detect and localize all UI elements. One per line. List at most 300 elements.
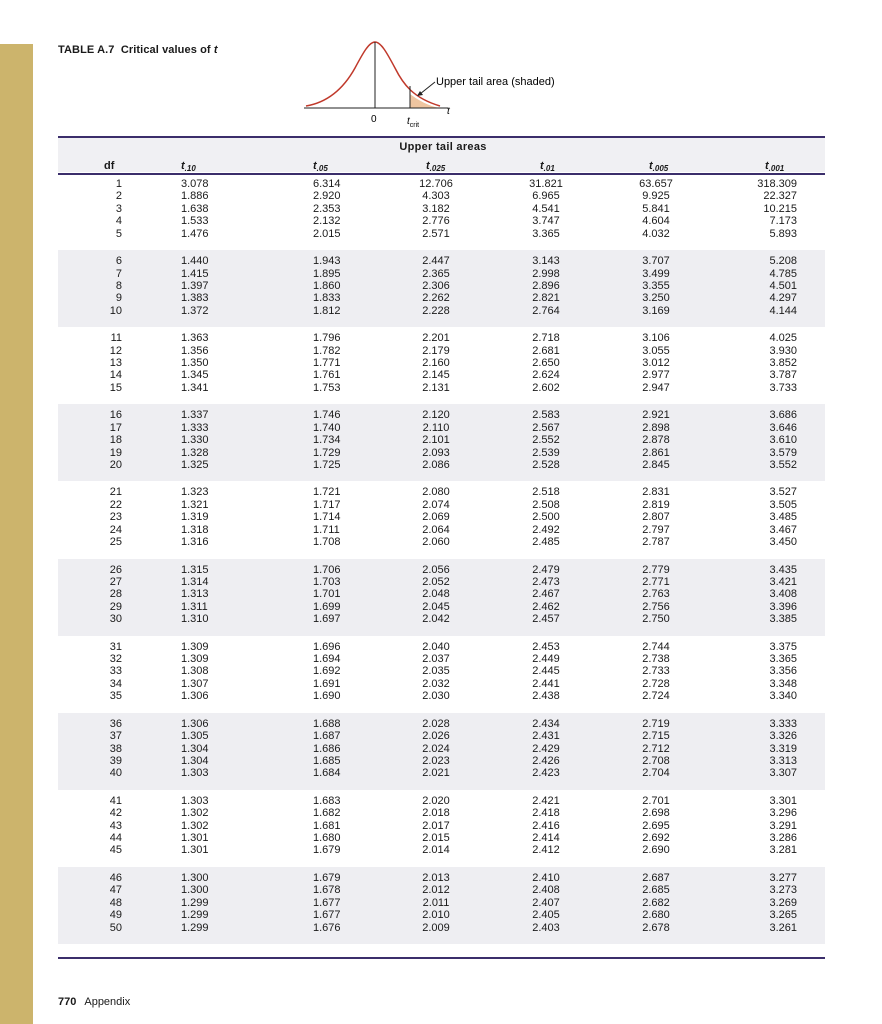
value-cell: 2.704 [642,767,670,780]
value-cell: 1.318 [181,523,209,536]
df-cell: 5 [115,227,122,240]
df-cell: 4 [115,215,122,228]
value-cell: 1.307 [181,677,209,690]
value-cell: 2.421 [532,794,560,807]
value-cell: 2.718 [532,332,560,345]
column-header-t01: $t_{.01}$ [540,160,555,173]
value-cell: 2.416 [532,819,560,832]
value-cell: 3.281 [769,844,797,857]
value-cell: 2.485 [532,536,560,548]
value-cell: 2.921 [642,409,670,422]
value-cell: 2.014 [422,844,450,857]
df-cell: 6 [115,255,122,268]
value-cell: 1.337 [181,409,209,422]
value-cell: 2.020 [422,794,450,807]
value-cell: 318.309 [757,178,797,190]
df-cell: 22 [109,498,122,511]
value-cell: 4.144 [769,304,797,317]
value-cell: 3.355 [642,279,670,292]
value-cell: 1.703 [313,575,341,588]
df-cell: 11 [110,332,122,345]
table-row [58,345,825,357]
value-cell: 2.306 [422,279,450,292]
value-cell: 2.508 [532,498,560,511]
df-cell: 20 [109,458,122,471]
table-row [58,203,825,215]
value-cell: 5.893 [769,227,797,240]
value-cell: 2.685 [642,884,670,897]
df-cell: 8 [115,279,122,292]
df-cell: 14 [109,369,122,382]
value-cell: 3.646 [769,421,797,434]
value-cell: 2.797 [642,523,670,536]
table-row [58,665,825,677]
table-row [58,499,825,511]
table-row [58,678,825,690]
table-row [58,922,825,934]
value-cell: 2.080 [422,486,450,499]
value-cell: 1.688 [313,717,341,730]
value-cell: 2.110 [422,421,450,434]
value-cell: 2.021 [422,767,450,780]
table-row [58,820,825,832]
table-row [58,332,825,344]
value-cell: 2.687 [642,871,670,884]
value-cell: 2.179 [422,344,450,357]
table-row [58,613,825,625]
value-cell: 2.701 [642,794,670,807]
value-cell: 1.306 [181,717,209,730]
value-cell: 2.692 [642,832,670,844]
value-cell: 4.541 [532,202,560,215]
df-cell: 3 [115,202,122,215]
value-cell: 1.638 [181,202,209,215]
value-cell: 2.733 [642,665,670,678]
value-cell: 1.676 [313,921,341,934]
df-cell: 2 [115,190,122,203]
value-cell: 2.032 [422,677,450,690]
value-cell: 2.028 [422,717,450,730]
value-cell: 1.895 [313,267,341,280]
value-cell: 2.414 [532,832,560,844]
value-cell: 1.679 [313,871,341,884]
value-cell: 1.372 [181,304,209,317]
value-cell: 2.473 [532,575,560,588]
value-cell: 1.729 [313,446,341,459]
value-cell: 1.740 [313,421,341,434]
table-row [58,447,825,459]
table-row [58,434,825,446]
value-cell: 4.025 [769,332,797,345]
df-cell: 29 [109,600,122,613]
value-cell: 2.583 [532,409,560,422]
value-cell: 2.438 [532,690,560,703]
value-cell: 3.348 [769,677,797,690]
tcrit-label: $t_{crit}$ [407,116,420,129]
value-cell: 2.048 [422,588,450,601]
value-cell: 1.341 [181,381,209,394]
df-cell: 34 [109,677,122,690]
table-row [58,601,825,613]
value-cell: 1.684 [313,767,341,780]
value-cell: 10.215 [763,202,797,215]
value-cell: 1.796 [313,332,341,345]
df-cell: 31 [109,640,122,653]
value-cell: 2.024 [422,742,450,755]
table-row [58,382,825,394]
table-row [58,690,825,702]
value-cell: 5.208 [769,255,797,268]
value-cell: 3.078 [181,178,209,190]
value-cell: 1.305 [181,730,209,743]
value-cell: 2.698 [642,807,670,820]
column-header-t025: $t_{.025}$ [426,160,446,173]
value-cell: 2.719 [642,717,670,730]
df-cell: 49 [109,909,122,922]
value-cell: 1.782 [313,344,341,357]
value-cell: 3.333 [769,717,797,730]
table-row [58,718,825,730]
df-cell: 42 [109,807,122,820]
value-cell: 2.898 [642,421,670,434]
value-cell: 2.690 [642,844,670,857]
value-cell: 1.314 [181,575,209,588]
value-cell: 3.296 [769,807,797,820]
df-cell: 1 [115,178,122,190]
table-row [58,178,825,190]
value-cell: 2.030 [422,690,450,703]
value-cell: 1.304 [181,742,209,755]
value-cell: 2.552 [532,434,560,447]
value-cell: 2.132 [313,215,341,228]
table-row [58,641,825,653]
value-cell: 7.173 [769,215,797,228]
value-cell: 6.965 [532,190,560,203]
value-cell: 3.286 [769,832,797,844]
value-cell: 1.943 [313,255,341,268]
value-cell: 2.060 [422,536,450,548]
value-cell: 3.552 [769,458,797,471]
table-row [58,884,825,896]
value-cell: 2.500 [532,511,560,524]
annotation-label: Upper tail area (shaded) [436,76,555,88]
df-cell: 41 [109,794,122,807]
df-cell: 7 [115,267,122,280]
value-cell: 3.707 [642,255,670,268]
value-cell: 2.010 [422,909,450,922]
value-cell: 2.896 [532,279,560,292]
table-row [58,409,825,421]
value-cell: 22.327 [763,190,797,203]
value-cell: 3.319 [769,742,797,755]
df-cell: 44 [109,832,122,844]
value-cell: 2.695 [642,819,670,832]
value-cell: 63.657 [639,178,673,190]
section-name: Appendix [84,996,131,1008]
df-cell: 33 [109,665,122,678]
table-row [58,524,825,536]
value-cell: 3.787 [769,369,797,382]
value-cell: 2.407 [532,896,560,909]
value-cell: 2.023 [422,754,450,767]
value-cell: 2.120 [422,409,450,422]
value-cell: 3.106 [642,332,670,345]
df-cell: 23 [109,511,122,524]
value-cell: 1.476 [181,227,209,240]
value-cell: 2.069 [422,511,450,524]
page-number: 770 [58,996,77,1008]
value-cell: 2.819 [642,498,670,511]
value-cell: 1.706 [313,563,341,576]
df-cell: 12 [109,344,122,357]
table-row [58,486,825,498]
value-cell: 2.015 [422,832,450,844]
value-cell: 2.262 [422,292,450,305]
df-cell: 27 [109,575,122,588]
value-cell: 1.680 [313,832,341,844]
value-cell: 2.831 [642,486,670,499]
df-cell: 13 [109,357,122,369]
value-cell: 1.691 [313,677,341,690]
value-cell: 3.747 [532,215,560,228]
column-header-t05: $t_{.05}$ [313,160,328,173]
value-cell: 2.998 [532,267,560,280]
value-cell: 2.738 [642,653,670,665]
value-cell: 2.744 [642,640,670,653]
value-cell: 3.307 [769,767,797,780]
value-cell: 3.143 [532,255,560,268]
annotation-arrow [420,82,435,94]
table-row [58,767,825,779]
value-cell: 1.321 [181,498,209,511]
table-row [58,268,825,280]
value-cell: 2.571 [422,227,450,240]
value-cell: 1.325 [181,458,209,471]
value-cell: 3.182 [422,202,450,215]
value-cell: 2.479 [532,563,560,576]
value-cell: 2.447 [422,255,450,268]
value-cell: 1.350 [181,357,209,369]
value-cell: 3.450 [769,536,797,548]
df-cell: 9 [115,292,122,305]
value-cell: 1.677 [313,909,341,922]
value-cell: 3.055 [642,344,670,357]
table-row [58,564,825,576]
value-cell: 2.678 [642,921,670,934]
table-row [58,422,825,434]
value-cell: 1.711 [313,523,340,536]
value-cell: 2.750 [642,613,670,626]
value-cell: 2.947 [642,381,670,394]
value-cell: 2.682 [642,896,670,909]
value-cell: 3.610 [769,434,797,447]
df-cell: 17 [109,421,122,434]
table-row [58,280,825,292]
df-cell: 15 [109,381,122,394]
table-row [58,190,825,202]
df-cell: 48 [109,896,122,909]
df-cell: 28 [109,588,122,601]
table-row [58,228,825,240]
value-cell: 1.734 [313,434,341,447]
value-cell: 3.356 [769,665,797,678]
value-cell: 2.035 [422,665,450,678]
value-cell: 1.686 [313,742,341,755]
df-column-header: df [104,160,115,172]
df-cell: 10 [109,304,122,317]
table-row [58,909,825,921]
table-row [58,844,825,856]
value-cell: 1.708 [313,536,341,548]
value-cell: 3.852 [769,357,797,369]
df-cell: 16 [109,409,122,422]
value-cell: 2.017 [422,819,450,832]
value-cell: 1.303 [181,767,209,780]
value-cell: 1.306 [181,690,209,703]
value-cell: 2.408 [532,884,560,897]
value-cell: 1.308 [181,665,209,678]
value-cell: 2.431 [532,730,560,743]
df-cell: 47 [109,884,122,897]
value-cell: 1.299 [181,921,209,934]
value-cell: 2.412 [532,844,560,857]
value-cell: 3.365 [532,227,560,240]
value-cell: 3.408 [769,588,797,601]
value-cell: 2.405 [532,909,560,922]
value-cell: 1.717 [313,498,341,511]
value-cell: 2.728 [642,677,670,690]
value-cell: 1.356 [181,344,209,357]
value-cell: 9.925 [642,190,670,203]
value-cell: 2.602 [532,381,560,394]
df-cell: 39 [109,754,122,767]
df-cell: 50 [109,921,122,934]
value-cell: 1.383 [181,292,209,305]
value-cell: 2.449 [532,653,560,665]
value-cell: 1.677 [313,896,341,909]
value-cell: 3.385 [769,613,797,626]
df-cell: 40 [109,767,122,780]
value-cell: 2.712 [642,742,670,755]
df-cell: 26 [109,563,122,576]
value-cell: 2.650 [532,357,560,369]
value-cell: 2.160 [422,357,450,369]
value-cell: 4.297 [769,292,797,305]
value-cell: 3.326 [769,730,797,743]
table-row [58,832,825,844]
value-cell: 3.499 [642,267,670,280]
value-cell: 2.056 [422,563,450,576]
df-cell: 32 [109,653,122,665]
value-cell: 3.686 [769,409,797,422]
value-cell: 1.714 [313,511,341,524]
value-cell: 1.725 [313,458,341,471]
value-cell: 2.445 [532,665,560,678]
value-cell: 1.812 [313,304,341,317]
zero-label: 0 [371,114,377,125]
table-row [58,255,825,267]
value-cell: 1.681 [313,819,341,832]
value-cell: 2.977 [642,369,670,382]
value-cell: 1.696 [313,640,341,653]
value-cell: 2.045 [422,600,450,613]
value-cell: 3.277 [769,871,797,884]
value-cell: 3.435 [769,563,797,576]
value-cell: 2.441 [532,677,560,690]
value-cell: 4.604 [642,215,670,228]
value-cell: 1.310 [181,613,209,626]
value-cell: 3.421 [769,575,797,588]
value-cell: 3.485 [769,511,797,524]
value-cell: 2.821 [532,292,560,305]
value-cell: 1.301 [181,832,209,844]
value-cell: 3.467 [769,523,797,536]
table-row [58,588,825,600]
value-cell: 2.776 [422,215,450,228]
value-cell: 2.724 [642,690,670,703]
value-cell: 2.764 [532,304,560,317]
value-cell: 2.787 [642,536,670,548]
value-cell: 2.131 [422,381,450,394]
df-cell: 45 [109,844,122,857]
value-cell: 2.423 [532,767,560,780]
value-cell: 3.733 [769,381,797,394]
value-cell: 1.771 [313,357,341,369]
value-cell: 2.403 [532,921,560,934]
value-cell: 1.694 [313,653,341,665]
df-cell: 30 [109,613,122,626]
value-cell: 2.228 [422,304,450,317]
value-cell: 2.429 [532,742,560,755]
value-cell: 2.624 [532,369,560,382]
value-cell: 2.418 [532,807,560,820]
table-row [58,897,825,909]
value-cell: 2.681 [532,344,560,357]
table-row [58,653,825,665]
value-cell: 1.697 [313,613,341,626]
value-cell: 2.410 [532,871,560,884]
value-cell: 1.721 [313,486,341,499]
value-cell: 4.785 [769,267,797,280]
value-cell: 1.692 [313,665,341,678]
value-cell: 2.878 [642,434,670,447]
value-cell: 1.886 [181,190,209,203]
value-cell: 4.501 [769,279,797,292]
value-cell: 2.462 [532,600,560,613]
table-row [58,292,825,304]
value-cell: 1.300 [181,871,209,884]
df-cell: 21 [109,486,122,499]
value-cell: 2.779 [642,563,670,576]
value-cell: 3.527 [769,486,797,499]
value-cell: 1.299 [181,896,209,909]
value-cell: 3.269 [769,896,797,909]
value-cell: 2.426 [532,754,560,767]
value-cell: 2.763 [642,588,670,601]
value-cell: 2.567 [532,421,560,434]
value-cell: 12.706 [419,178,453,190]
value-cell: 3.301 [769,794,797,807]
value-cell: 2.040 [422,640,450,653]
value-cell: 1.682 [313,807,341,820]
value-cell: 3.250 [642,292,670,305]
value-cell: 2.086 [422,458,450,471]
value-cell: 2.807 [642,511,670,524]
df-cell: 18 [109,434,122,447]
value-cell: 2.457 [532,613,560,626]
value-cell: 2.353 [313,202,341,215]
upper-tail-areas-caption: Upper tail areas [399,141,487,153]
